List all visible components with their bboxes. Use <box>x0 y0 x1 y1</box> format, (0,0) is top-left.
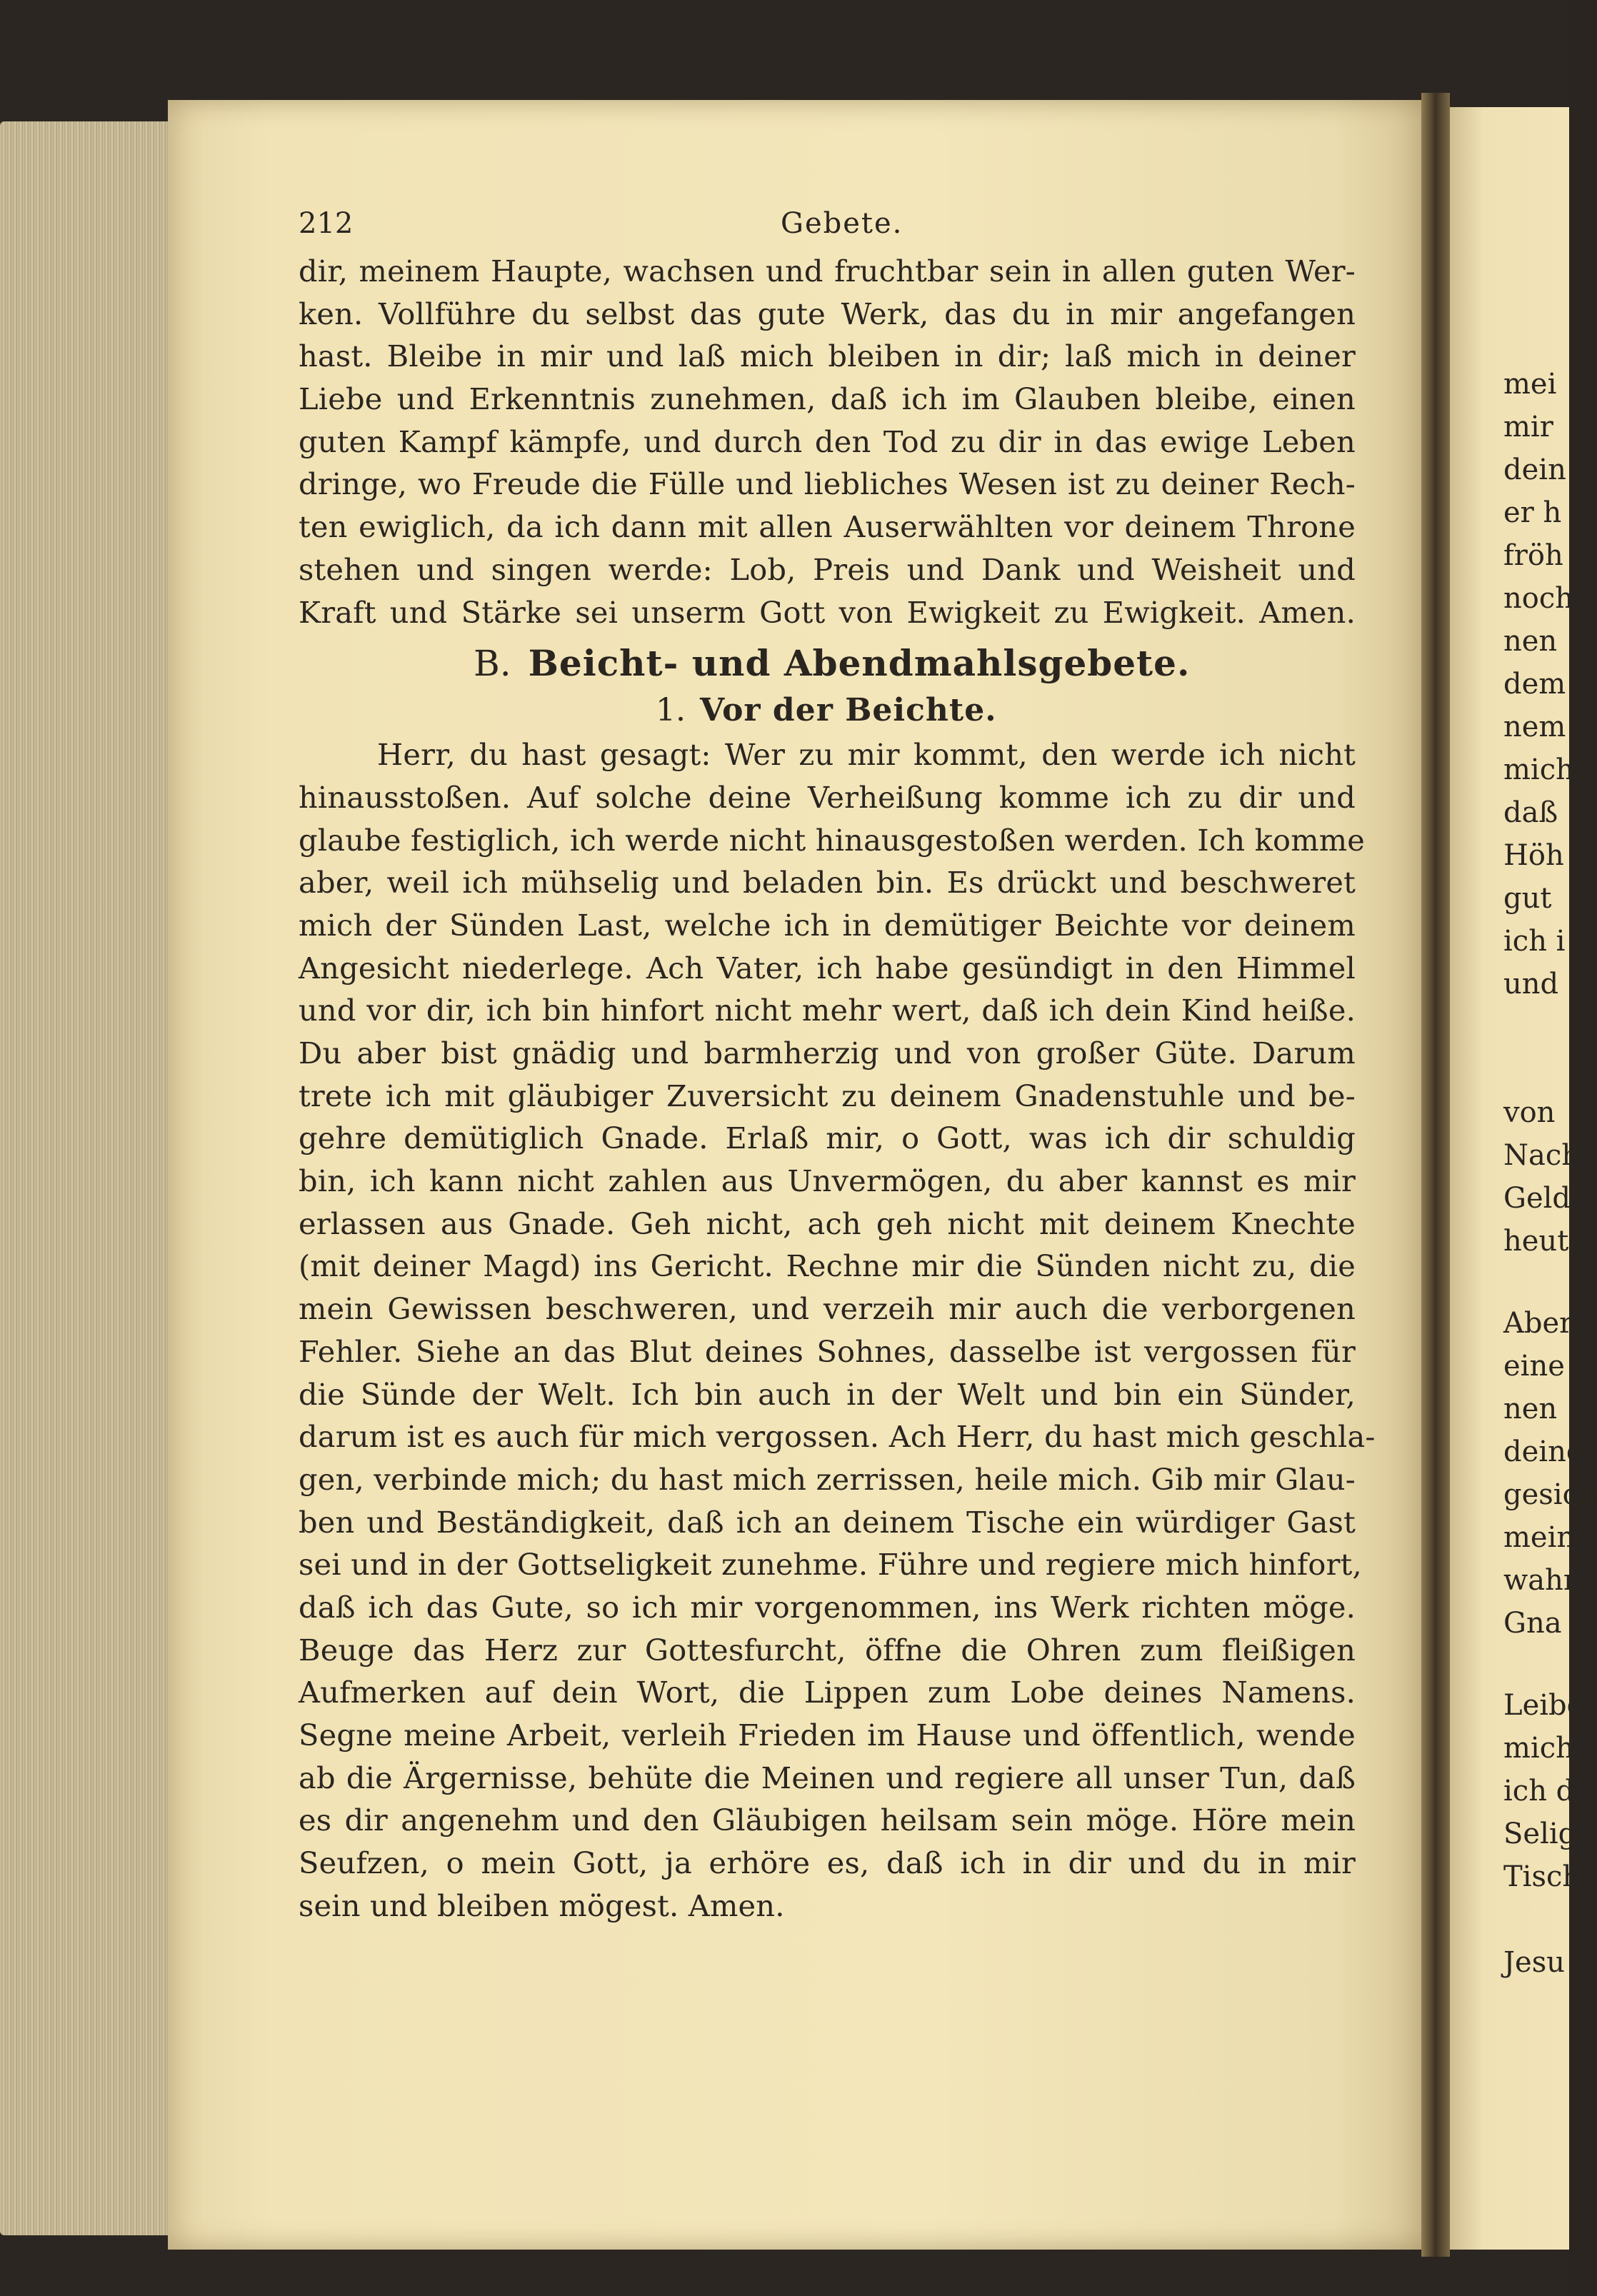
paragraph-continued <box>299 250 1356 633</box>
text-line: dringe, wo Freude die Fülle und liebliches Wesen ist zu deiner Rech- <box>299 466 1356 502</box>
text-line: Segne meine Arbeit, verleih Frieden im Hause und öffentlich, wende <box>299 1718 1356 1753</box>
text-line: Liebe und Erkenntnis zunehmen, daß ich im Glauben bleibe, einen <box>299 381 1356 417</box>
facing-page-fragment: und <box>1503 968 1559 1001</box>
facing-page-fragment: noch <box>1503 582 1574 615</box>
text-line: Herr, du hast gesagt: Wer zu mir kommt, den werde ich nicht <box>377 737 1356 773</box>
section-heading <box>299 639 1356 689</box>
facing-page-fragment: Tisch <box>1503 1860 1581 1893</box>
facing-page-fragment: Leibe <box>1503 1689 1584 1722</box>
facing-page-fragment: Höh <box>1503 839 1564 872</box>
page-text-block <box>299 207 1376 1927</box>
text-line: aber, weil ich mühselig und beladen bin. Es drückt und beschweret <box>299 865 1356 901</box>
facing-page-fragment: fröh <box>1503 539 1563 572</box>
text-line: ten ewiglich, da ich dann mit allen Auserwählten vor deinem Throne <box>299 509 1356 545</box>
text-line: glaube festiglich, ich werde nicht hinausgestoßen werden. Ich komme <box>299 822 1366 858</box>
subsection-title: Vor der Beichte. <box>699 692 997 729</box>
text-line: daß ich das Gute, so ich mir vorgenommen, ins Werk richten möge. <box>299 1589 1356 1625</box>
running-head-title: Gebete. <box>781 207 903 240</box>
facing-page-fragment: gesich <box>1503 1478 1597 1511</box>
subsection-heading <box>299 689 1356 733</box>
text-line: Aufmerken auf dein Wort, die Lippen zum Lobe deines Namens. <box>299 1675 1356 1710</box>
text-line: stehen und singen werde: Lob, Preis und Dank und Weisheit und <box>299 551 1356 587</box>
book-page-edges <box>0 121 179 2235</box>
text-line: es dir angenehm und den Gläubigen heilsam sein möge. Höre mein <box>299 1803 1356 1838</box>
facing-page-fragment: Geld <box>1503 1182 1571 1215</box>
text-line: gen, verbinde mich; du hast mich zerrissen, heile mich. Gib mir Glau- <box>299 1461 1356 1497</box>
facing-page-fragment: dein <box>1503 453 1566 486</box>
text-line: Fehler. Siehe an das Blut deines Sohnes, dasselbe ist vergossen für <box>299 1333 1356 1369</box>
text-line: Beuge das Herz zur Gottesfurcht, öffne die Ohren zum fleißigen <box>299 1632 1356 1668</box>
text-line: Du aber bist gnädig und barmherzig und von großer Güte. Darum <box>299 1036 1356 1071</box>
section-letter: B. <box>474 643 511 685</box>
text-line: die Sünde der Welt. Ich bin auch in der Welt und bin ein Sünder, <box>299 1376 1356 1412</box>
book-gutter <box>1421 93 1450 2257</box>
facing-page-fragment: mei <box>1503 368 1557 401</box>
text-line: ben und Beständigkeit, daß ich an deinem Tische ein würdiger Gast <box>299 1504 1356 1540</box>
text-line: trete ich mit gläubiger Zuversicht zu deinem Gnadenstuhle und be- <box>299 1078 1356 1113</box>
text-line: (mit deiner Magd) ins Gericht. Rechne mir die Sünden nicht zu, die <box>299 1248 1356 1284</box>
facing-page-fragment: nem <box>1503 711 1566 743</box>
text-line: sein und bleiben mögest. Amen. <box>299 1888 785 1923</box>
text-line: bin, ich kann nicht zahlen aus Unvermögen, du aber kannst es mir <box>299 1163 1356 1199</box>
facing-page-fragment: von <box>1503 1096 1556 1129</box>
facing-page-fragment: deine <box>1503 1435 1583 1468</box>
text-line: ab die Ärgernisse, behüte die Meinen und regiere all unser Tun, daß <box>299 1760 1356 1795</box>
facing-page-fragment: Selig <box>1503 1818 1577 1850</box>
text-line: darum ist es auch für mich vergossen. Ach Herr, du hast mich geschla- <box>299 1419 1376 1455</box>
facing-page-fragment: wahr <box>1503 1564 1577 1597</box>
facing-page-fragment: Nach <box>1503 1139 1581 1172</box>
text-line: dir, meinem Haupte, wachsen und fruchtbar sein in allen guten Wer- <box>299 254 1356 289</box>
facing-page-fragment: mich <box>1503 753 1574 786</box>
text-line: und vor dir, ich bin hinfort nicht mehr wert, daß ich dein Kind heiße. <box>299 993 1356 1028</box>
subsection-number: 1. <box>656 692 686 729</box>
facing-page-fragment: Jesu <box>1503 1946 1565 1979</box>
text-line: mein Gewissen beschweren, und verzeih mir auch die verborgenen <box>299 1291 1356 1327</box>
facing-page-fragment: nen <box>1503 1393 1558 1425</box>
text-line: Seufzen, o mein Gott, ja erhöre es, daß ich in dir und du in mir <box>299 1845 1356 1881</box>
prayer-paragraph <box>299 733 1376 1927</box>
text-line: Angesicht niederlege. Ach Vater, ich habe gesündigt in den Himmel <box>299 950 1356 986</box>
facing-page-fragment: Aber <box>1503 1307 1573 1340</box>
text-line: erlassen aus Gnade. Geh nicht, ach geh nicht mit deinem Knechte <box>299 1205 1356 1241</box>
text-line: hast. Bleibe in mir und laß mich bleiben in dir; laß mich in deiner <box>299 339 1356 374</box>
facing-page-fragment: ich i <box>1503 925 1566 958</box>
section-title: Beicht- und Abendmahlsgebete. <box>528 642 1191 685</box>
facing-page-fragment: mich <box>1503 1732 1574 1765</box>
text-line: ken. Vollführe du selbst das gute Werk, das du in mir angefangen <box>299 296 1356 331</box>
facing-page-fragment: daß <box>1503 796 1558 829</box>
running-head <box>299 207 1356 250</box>
text-line: mich der Sünden Last, welche ich in demütiger Beichte vor deinem <box>299 907 1356 943</box>
facing-page-fragment: mein <box>1503 1521 1576 1554</box>
facing-page-fragment: ich d <box>1503 1775 1575 1808</box>
text-line: hinausstoßen. Auf solche deine Verheißung komme ich zu dir und <box>299 779 1356 815</box>
facing-page-fragment: Gna <box>1503 1607 1562 1640</box>
facing-page-fragment: nen <box>1503 625 1558 658</box>
text-line: gehre demütiglich Gnade. Erlaß mir, o Gott, was ich dir schuldig <box>299 1121 1356 1156</box>
text-line: guten Kampf kämpfe, und durch den Tod zu dir in das ewige Leben <box>299 423 1356 459</box>
page-number: 212 <box>299 207 354 240</box>
facing-page-fragment: mir <box>1503 411 1553 443</box>
facing-page-fragment: dem <box>1503 668 1566 701</box>
facing-page-fragment: gut <box>1503 882 1552 915</box>
facing-page-fragment: er h <box>1503 496 1562 529</box>
facing-page-fragment: eine <box>1503 1350 1565 1383</box>
facing-page-fragment: heut <box>1503 1225 1569 1258</box>
text-line: Kraft und Stärke sei unserm Gott von Ewigkeit zu Ewigkeit. Amen. <box>299 594 1356 630</box>
text-line: sei und in der Gottseligkeit zunehme. Führe und regiere mich hinfort, <box>299 1547 1362 1583</box>
